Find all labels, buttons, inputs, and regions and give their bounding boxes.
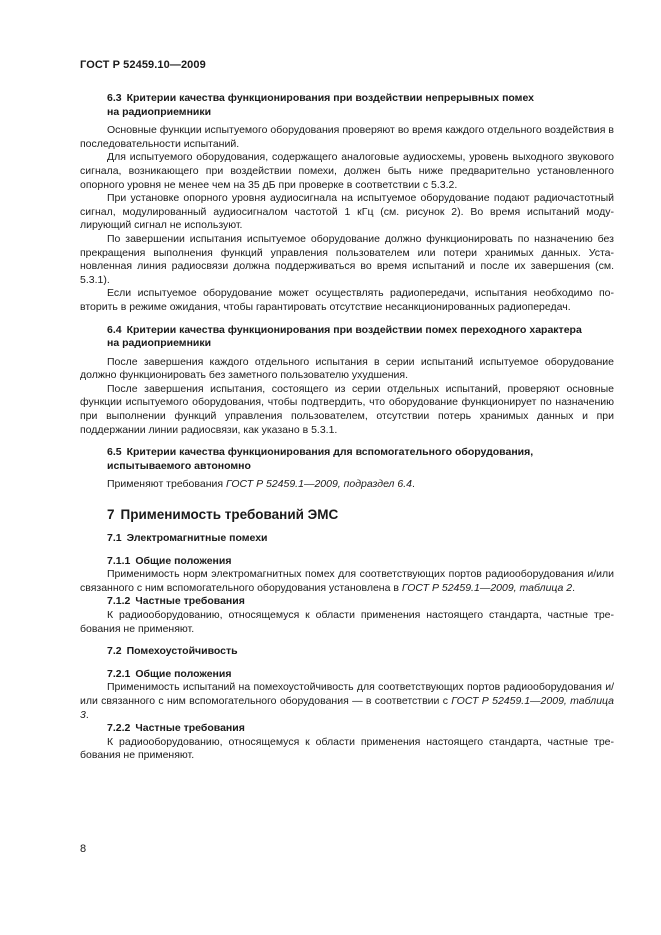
standard-reference: ГОСТ Р 52459.1—2009, подраздел 6.4 [225,478,412,491]
section-6-3-heading [80,92,614,119]
paragraph-text: Применимость норм электромагнитных помех для соответствующих портов радиооборудования и/или связанного с ним вспомогательного оборудования установлена в [80,568,614,594]
section-number: 6.4 [107,323,122,336]
paragraph-text: Применяют требования [107,478,226,491]
section-title: Частные требования [135,595,245,608]
section-number: 7.1.2 [107,595,131,608]
section-title: Общие положения [135,554,232,567]
paragraph-text: . [412,478,415,491]
paragraph [80,681,614,722]
section-number: 7.2.2 [107,722,131,735]
section-6-5-heading [80,446,614,473]
section-7-heading [80,506,614,523]
paragraph: Основные функции испытуемого оборудования проверяют во время каждого отдельного воздействия в последовательности испытаний. [80,124,614,150]
section-title: Общие положения [135,667,232,680]
section-6-4-heading [80,324,614,351]
section-number: 7.1 [107,532,122,545]
section-number: 7 [107,507,115,523]
page-number: 8 [80,843,87,855]
section-title-continued: на радиоприемники [107,105,212,118]
section-title-continued: испытываемого автономно [107,459,251,472]
section-7-2-1-heading [80,668,614,682]
paragraph [80,568,614,595]
paragraph-text: Применимость испытаний на помехоустойчивость для соответствующих портов радиооборудования и/или связанного с ним вспомогательного оборудования — в соответствии с [80,681,614,707]
section-number: 7.2.1 [107,667,131,680]
paragraph: Для испытуемого оборудования, содержащего аналоговые аудиосхемы, уровень выходного звукового сигнала, возникающего при воздействии помехи, должен быть ниже предварительно установленного опорного уровня не менее чем на 35 дБ при проверке в соответствии с 5.3.2. [80,151,614,191]
section-title: Критерии качества функционирования при воздействии непрерывных помех [126,92,534,104]
paragraph: После завершения испытания, состоящего из серии отдельных испытаний, проверяют основные функции испытуемого оборудования, чтобы подтвердить, что оборудование функционирует по назначению при выполнении функций управления пользователем, отсутствии потерь хранимых данных и при поддержании линии радиосвязи, как указано в 5.3.1. [80,382,614,436]
document-header: ГОСТ Р 52459.10—2009 [80,59,206,71]
standard-reference: ГОСТ Р 52459.1—2009, таблица 2 [401,581,573,594]
standard-reference: ГОСТ Р 52459.1—2009, таблица 3 [80,694,615,721]
paragraph: По завершении испытания испытуемое оборудование должно функционировать по назначению без прекращения выполнения функций управления пользователем или потери хранимых данных. Установленная линия радиосвязи должна поддерживаться во время испытаний и после их завершения (см. 5.3.1). [80,232,614,286]
section-number: 6.3 [107,92,122,104]
section-title: Частные требования [135,722,245,735]
section-7-2-2-heading [80,722,614,736]
paragraph: К радиооборудованию, относящемуся к области применения настоящего стандарта, частные требования не применяют. [80,609,614,635]
section-7-1-1-heading [80,555,614,569]
section-7-1-heading [80,532,614,546]
section-title: Критерии качества функционирования для вспомогательного оборудования, [126,446,534,459]
paragraph [80,478,614,492]
section-7-1-2-heading [80,595,614,609]
paragraph: После завершения каждого отдельного испытания в серии испытаний испытуемое оборудование должно функционировать без заметного пользователю ухудшения. [80,355,614,382]
section-7-2-heading [80,645,614,659]
paragraph: При установке опорного уровня аудиосигнала на испытуемое оборудование подают радиочастотный сигнал, модулированный аудиосигналом частотой 1 кГц (см. рисунок 2). Во время испытаний модулирующий сигнал не используют. [80,192,614,232]
section-title: Электромагнитные помехи [126,532,268,545]
document-body [80,92,614,763]
section-title: Критерии качества функционирования при воздействии помех переходного характера [126,323,582,336]
paragraph: Если испытуемое оборудование может осуществлять радиопередачи, испытания необходимо повторить в режиме ожидания, чтобы гарантировать отсутствие несанкционированных радиопередач. [80,287,614,313]
paragraph: К радиооборудованию, относящемуся к области применения настоящего стандарта, частные требования не применяют. [80,735,614,762]
paragraph-text: . [572,581,576,594]
section-number: 7.1.1 [107,554,131,567]
section-title: Помехоустойчивость [126,645,238,658]
section-number: 6.5 [107,446,122,459]
section-title: Применимость требований ЭМС [120,507,339,523]
section-title-continued: на радиоприемники [107,337,212,350]
section-number: 7.2 [107,645,122,658]
paragraph-text: . [85,708,89,721]
